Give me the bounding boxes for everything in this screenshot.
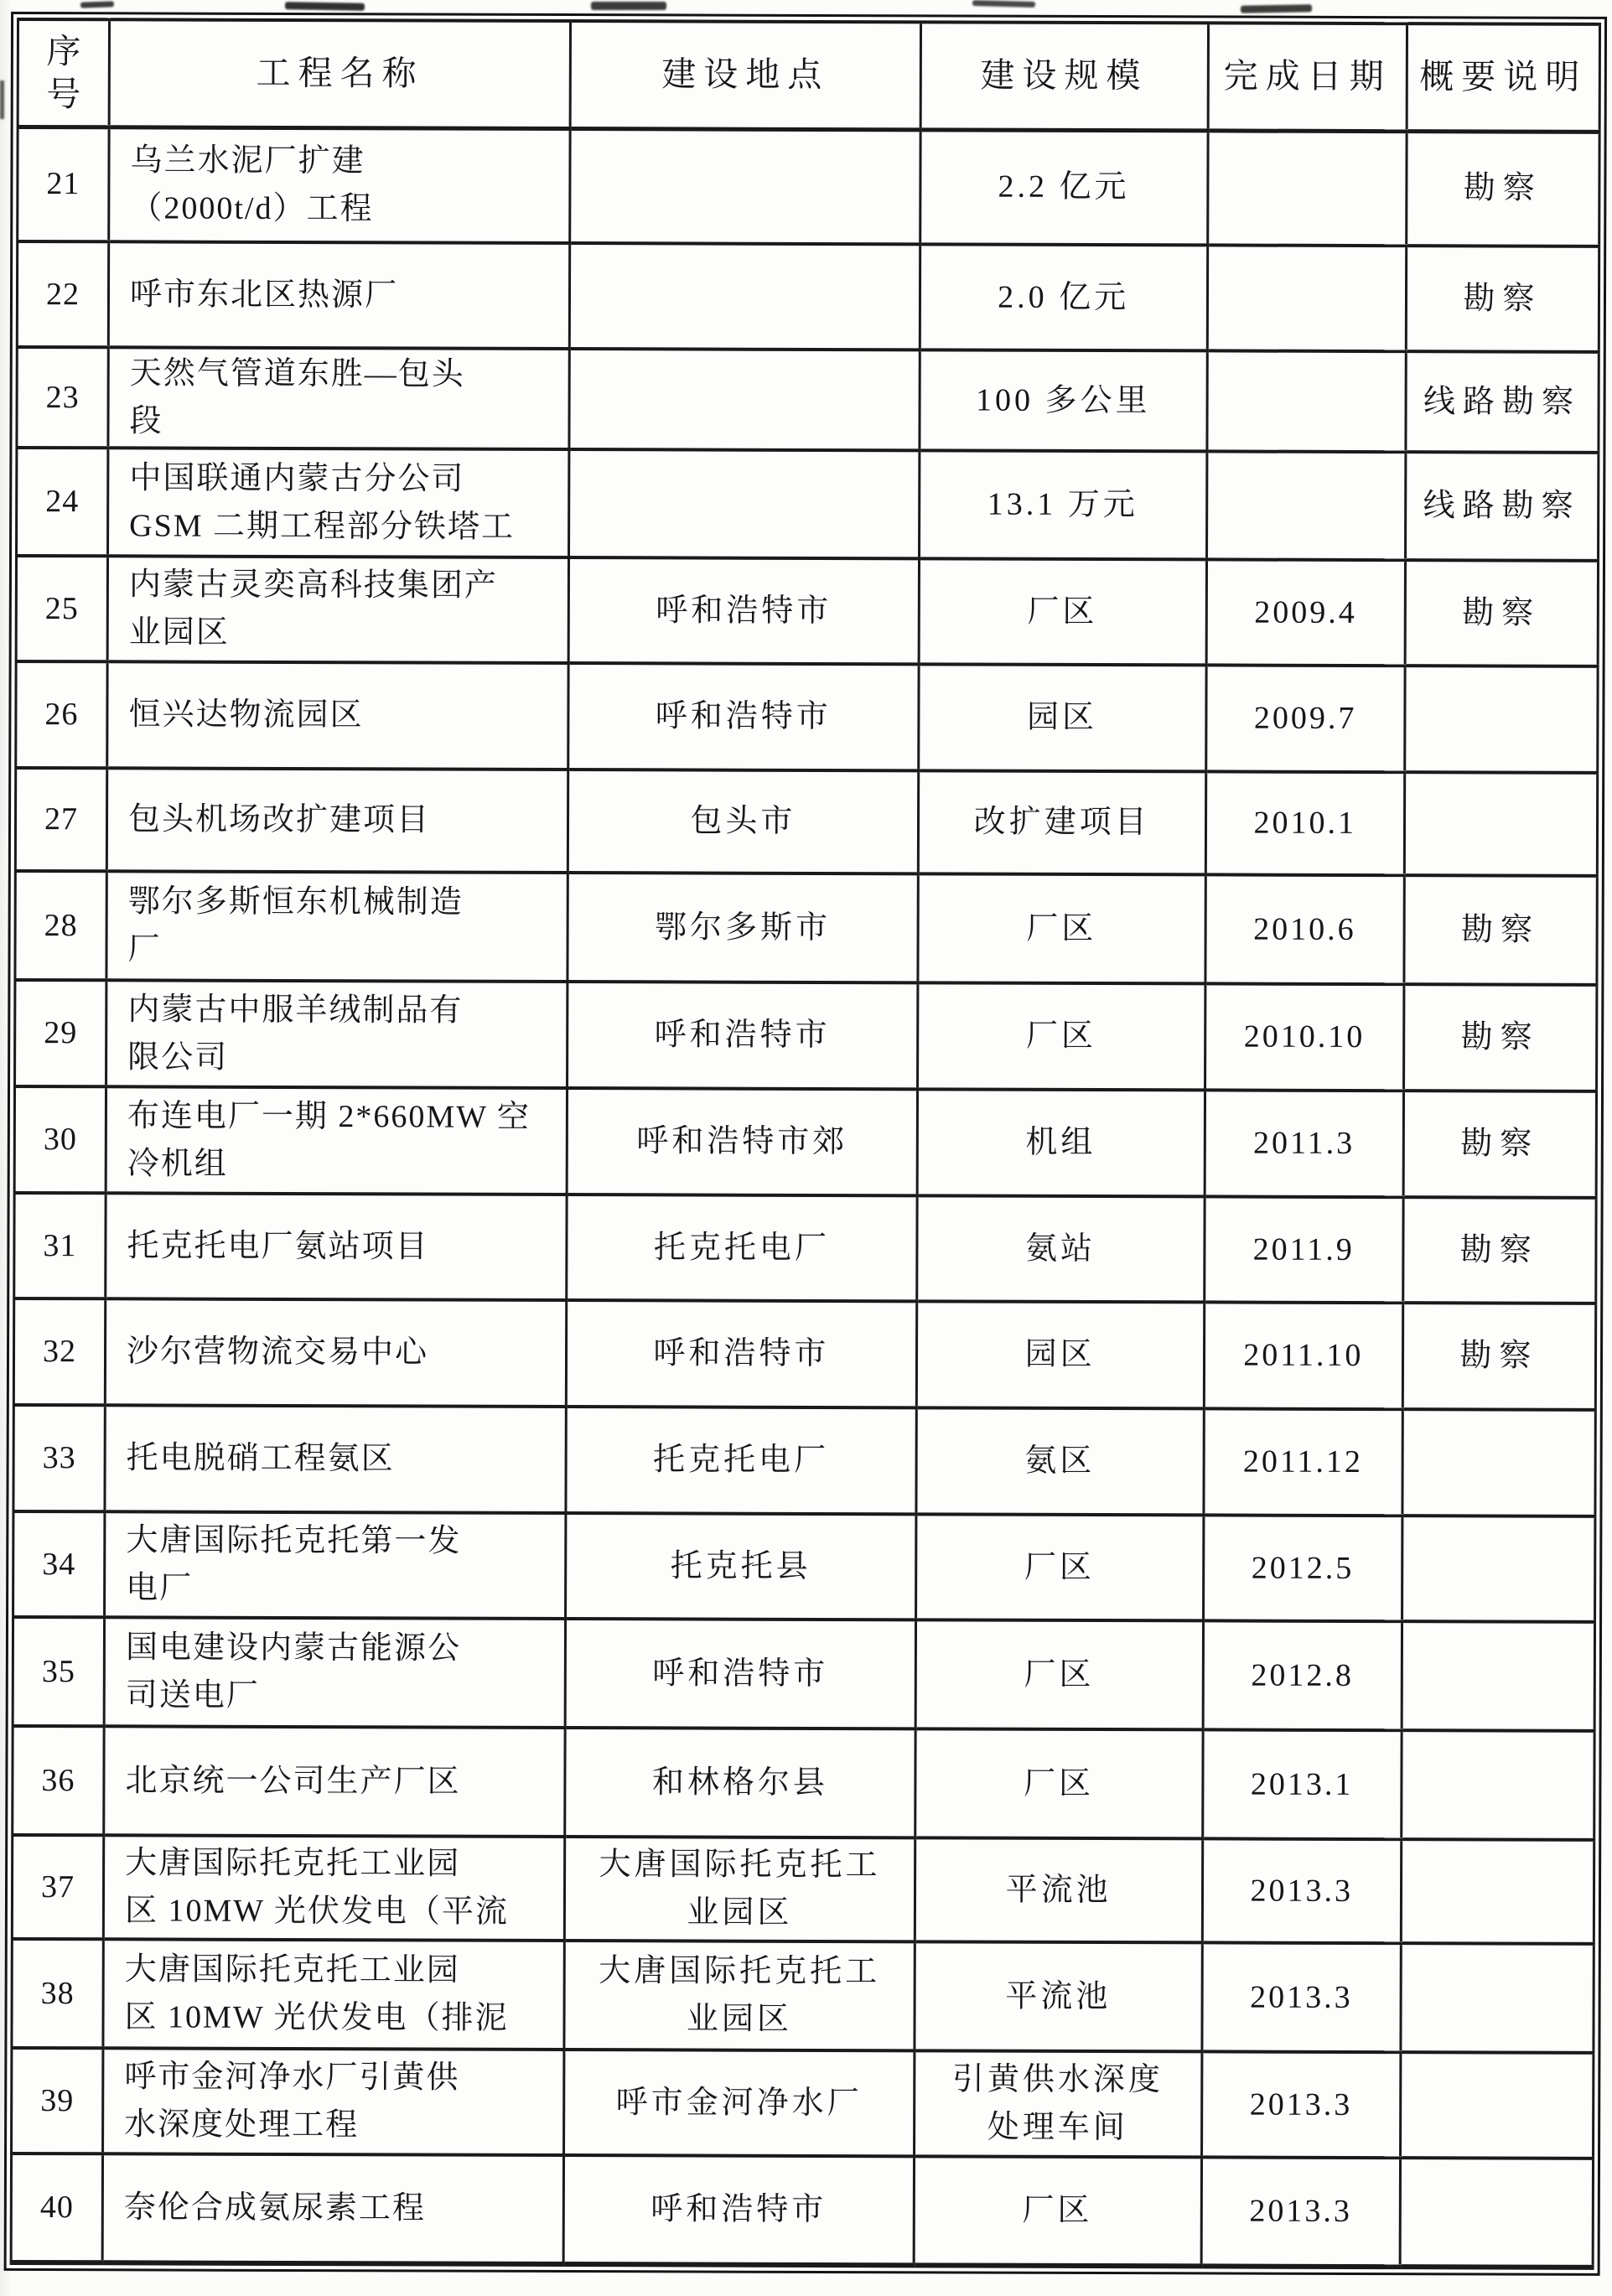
cell-date: 2013.3	[1202, 1838, 1402, 1943]
cell-name: 中国联通内蒙古分公司 GSM 二期工程部分铁塔工	[108, 448, 570, 557]
cell-name: 内蒙古灵奕高科技集团产 业园区	[107, 556, 569, 663]
table-row	[12, 2048, 1594, 2159]
header-cell-index: 序 号	[18, 19, 109, 127]
cell-name: 乌兰水泥厂扩建 （2000t/d）工程	[109, 127, 571, 243]
cell-index: 34	[13, 1511, 105, 1617]
table-row	[13, 1617, 1594, 1731]
cell-name: 托克托电厂氨站项目	[106, 1193, 568, 1300]
cell-index: 32	[13, 1298, 105, 1405]
cell-location	[570, 243, 920, 350]
cell-date: 2010.6	[1205, 874, 1405, 984]
table-row	[13, 1405, 1595, 1516]
cell-location: 托克托县	[566, 1513, 916, 1620]
table-row	[17, 241, 1599, 352]
scan-artifact	[591, 2, 666, 10]
cell-name: 包头机场改扩建项目	[106, 768, 568, 873]
cell-date: 2009.4	[1206, 559, 1406, 666]
cell-index: 25	[16, 556, 107, 661]
cell-scale: 氨站	[916, 1195, 1205, 1302]
cell-scale: 氨区	[915, 1407, 1204, 1515]
cell-scale: 13.1 万元	[919, 450, 1207, 559]
cell-date: 2013.3	[1201, 2157, 1401, 2267]
cell-location: 托克托电厂	[566, 1407, 916, 1514]
table-row	[12, 1835, 1594, 1944]
cell-note: 勘察	[1403, 1091, 1597, 1198]
cell-name: 布连电厂一期 2*660MW 空 冷机组	[106, 1086, 568, 1195]
cell-note	[1405, 666, 1599, 773]
cell-location	[569, 349, 920, 450]
cell-name: 北京统一公司生产厂区	[104, 1726, 566, 1837]
cell-scale: 园区	[916, 1301, 1205, 1408]
cell-name: 天然气管道东胜—包头 段	[108, 347, 570, 449]
scan-artifact	[1241, 4, 1312, 13]
cell-index: 27	[15, 768, 106, 871]
cell-date: 2009.7	[1205, 665, 1405, 772]
cell-location: 大唐国际托克托工 业园区	[564, 1941, 915, 2050]
cell-scale: 机组	[917, 1089, 1205, 1196]
cell-date	[1207, 130, 1407, 246]
header-cell-note: 概要说明	[1407, 23, 1600, 132]
scan-artifact	[0, 80, 4, 119]
cell-index: 36	[13, 1726, 104, 1835]
table-row	[14, 1193, 1596, 1303]
cell-location	[570, 128, 920, 244]
cell-note	[1404, 772, 1598, 876]
cell-index: 29	[15, 980, 106, 1086]
cell-note: 勘察	[1403, 1197, 1597, 1303]
scan-artifact	[80, 1, 114, 8]
table-row	[18, 127, 1599, 246]
cell-note: 勘察	[1402, 1303, 1596, 1410]
scan-artifact	[285, 2, 365, 11]
table-row	[13, 1726, 1594, 1840]
cell-note: 勘察	[1407, 131, 1600, 246]
cell-note: 勘察	[1404, 875, 1598, 985]
cell-location: 呼和浩特市	[565, 1619, 915, 1728]
table-row	[11, 2153, 1593, 2267]
cell-location: 呼和浩特市	[563, 2155, 914, 2265]
cell-scale: 改扩建项目	[918, 770, 1206, 874]
cell-name: 大唐国际托克托工业园 区 10MW 光伏发电（排泥	[103, 1939, 565, 2050]
cell-name: 大唐国际托克托工业园 区 10MW 光伏发电（平流	[103, 1835, 565, 1941]
cell-date	[1207, 350, 1407, 452]
cell-index: 21	[18, 127, 109, 241]
cell-scale: 厂区	[914, 2156, 1202, 2266]
scan-artifact	[972, 0, 1035, 8]
table-row	[17, 347, 1599, 453]
header-row	[18, 19, 1599, 132]
cell-index: 28	[15, 871, 106, 980]
header-cell-location: 建设地点	[570, 21, 920, 129]
table-row	[17, 448, 1599, 561]
cell-note	[1401, 1943, 1594, 2053]
cell-date: 2010.10	[1205, 983, 1404, 1091]
cell-date: 2013.3	[1202, 1942, 1402, 2052]
cell-scale: 平流池	[915, 1837, 1203, 1942]
project-table-frame	[4, 12, 1607, 2276]
cell-scale: 厂区	[919, 558, 1207, 665]
table-row	[13, 1298, 1595, 1410]
cell-name: 鄂尔多斯恒东机械制造 厂	[106, 871, 568, 982]
header-cell-scale: 建设规模	[920, 22, 1209, 130]
cell-index: 33	[13, 1405, 105, 1511]
cell-name: 国电建设内蒙古能源公 司送电厂	[104, 1617, 566, 1728]
cell-note: 勘察	[1405, 560, 1599, 666]
cell-date: 2013.3	[1201, 2051, 1401, 2158]
cell-date: 2010.1	[1205, 771, 1405, 875]
cell-scale: 厂区	[915, 1514, 1204, 1620]
cell-name: 恒兴达物流园区	[107, 661, 569, 770]
cell-scale: 厂区	[915, 1728, 1203, 1838]
table-row	[15, 768, 1597, 876]
table-row	[15, 871, 1597, 985]
cell-date: 2011.10	[1204, 1302, 1403, 1409]
cell-date: 2012.8	[1203, 1620, 1402, 1730]
cell-location	[569, 449, 920, 558]
cell-scale: 引黄供水深度 处理车间	[914, 2050, 1202, 2157]
cell-date: 2011.3	[1205, 1090, 1404, 1197]
table-row	[15, 980, 1597, 1091]
cell-index: 35	[13, 1617, 104, 1726]
cell-name: 沙尔营物流交易中心	[105, 1298, 567, 1407]
cell-location: 呼和浩特市郊	[567, 1088, 917, 1195]
cell-location: 呼和浩特市	[567, 1300, 917, 1407]
header-cell-name: 工程名称	[109, 19, 571, 128]
cell-scale: 园区	[918, 664, 1206, 771]
table-row	[12, 1939, 1594, 2053]
cell-note	[1401, 1839, 1594, 1944]
cell-note: 线路勘察	[1405, 452, 1599, 561]
cell-name: 内蒙古中服羊绒制品有 限公司	[106, 980, 568, 1088]
cell-location: 鄂尔多斯市	[568, 873, 918, 982]
table-row	[16, 556, 1598, 666]
cell-scale: 平流池	[914, 1941, 1202, 2051]
cell-index: 31	[14, 1193, 106, 1298]
cell-index: 22	[17, 241, 108, 347]
cell-note	[1402, 1409, 1596, 1516]
cell-scale: 厂区	[915, 1620, 1204, 1729]
cell-location: 呼和浩特市	[568, 557, 919, 664]
cell-location: 和林格尔县	[565, 1728, 915, 1837]
cell-scale: 100 多公里	[919, 350, 1207, 451]
cell-index: 39	[12, 2048, 103, 2153]
cell-index: 26	[16, 661, 107, 768]
cell-name: 大唐国际托克托第一发 电厂	[105, 1511, 567, 1619]
cell-location: 呼和浩特市	[568, 982, 918, 1089]
cell-date	[1207, 245, 1407, 351]
cell-date: 2012.5	[1203, 1515, 1402, 1621]
cell-note	[1400, 2158, 1594, 2267]
cell-date: 2013.1	[1202, 1729, 1402, 1839]
table-body	[11, 127, 1599, 2267]
cell-scale: 2.0 亿元	[920, 244, 1208, 350]
cell-location: 呼市金河净水厂	[564, 2050, 915, 2156]
table-row	[13, 1511, 1595, 1622]
cell-scale: 厂区	[917, 982, 1205, 1090]
header-cell-date: 完成日期	[1208, 23, 1407, 131]
cell-name: 呼市东北区热源厂	[108, 241, 570, 349]
cell-note: 勘察	[1403, 984, 1597, 1091]
table-row	[14, 1086, 1596, 1198]
cell-date: 2011.12	[1204, 1408, 1403, 1516]
cell-date: 2011.9	[1204, 1196, 1403, 1303]
table-row	[16, 661, 1598, 773]
cell-scale: 厂区	[917, 873, 1205, 983]
cell-note: 勘察	[1406, 246, 1599, 352]
cell-location: 呼和浩特市	[568, 663, 919, 770]
cell-name: 奈伦合成氨尿素工程	[102, 2153, 564, 2264]
cell-index: 23	[17, 347, 108, 448]
cell-location: 大唐国际托克托工 业园区	[565, 1837, 915, 1941]
cell-note	[1402, 1621, 1595, 1731]
cell-note	[1400, 2052, 1594, 2159]
cell-name: 托电脱硝工程氨区	[105, 1405, 567, 1513]
cell-location: 包头市	[568, 770, 919, 873]
cell-date	[1206, 451, 1406, 560]
cell-note	[1402, 1730, 1595, 1840]
cell-location: 托克托电厂	[567, 1195, 917, 1301]
cell-index: 40	[11, 2153, 102, 2262]
cell-note: 线路勘察	[1406, 351, 1599, 453]
cell-index: 37	[12, 1835, 103, 1939]
cell-note	[1402, 1516, 1595, 1622]
cell-index: 38	[12, 1939, 103, 2048]
cell-name: 呼市金河净水厂引黄供 水深度处理工程	[103, 2048, 565, 2155]
cell-index: 24	[17, 448, 108, 556]
project-table	[10, 18, 1601, 2270]
cell-index: 30	[14, 1086, 106, 1193]
cell-scale: 2.2 亿元	[920, 129, 1208, 245]
